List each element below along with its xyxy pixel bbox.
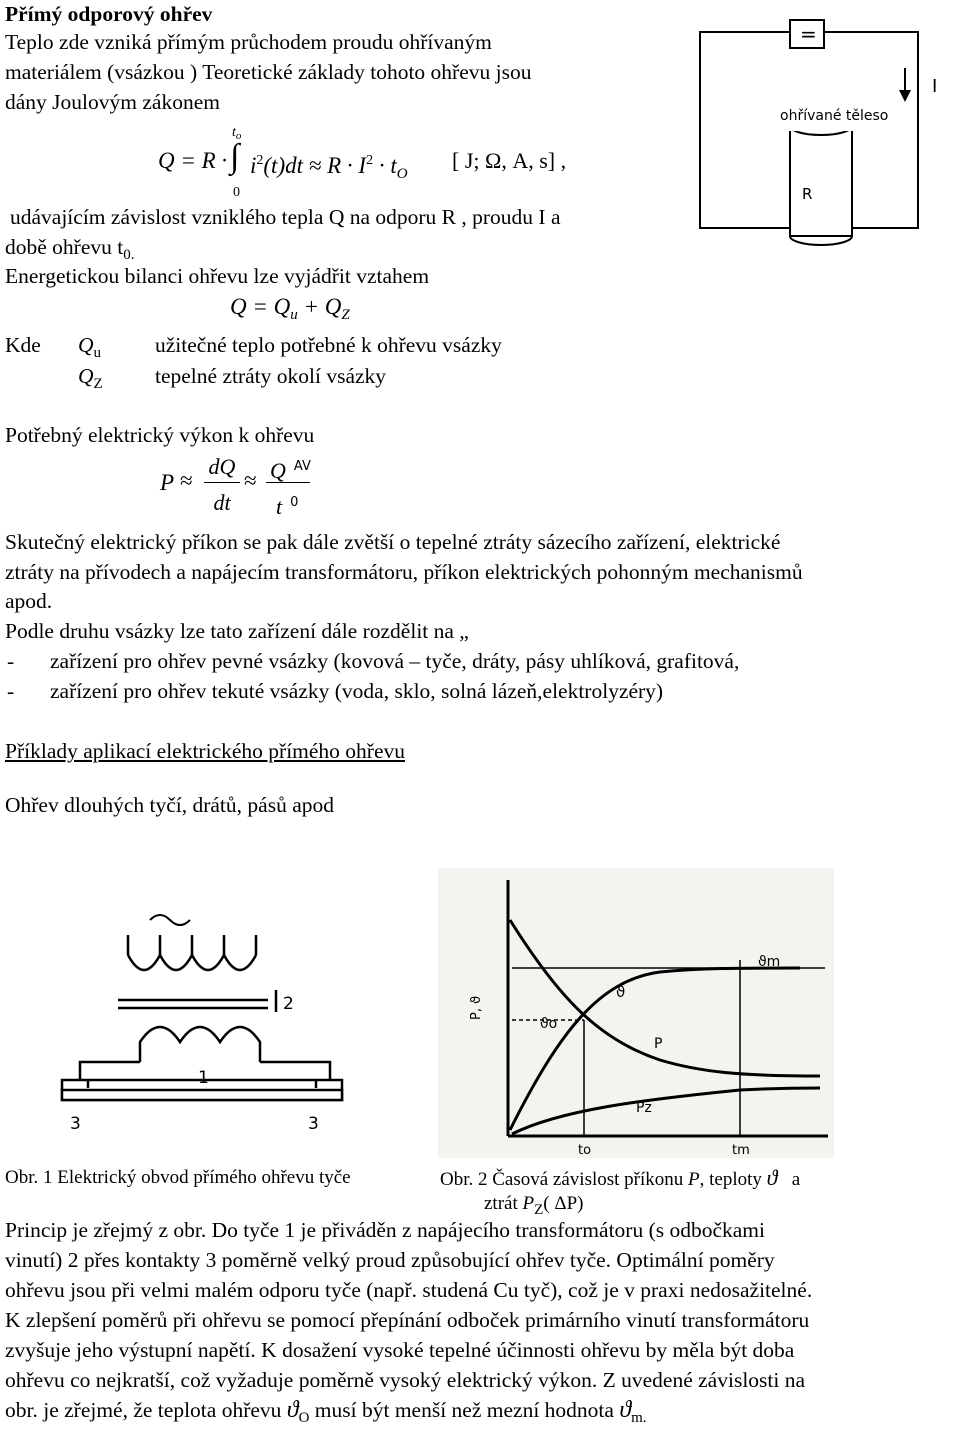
fraction-denominator: dt	[213, 490, 231, 515]
explain-line: udávajícím závislost vzniklého tepla Q na odporu R , proudu I a	[10, 205, 561, 229]
figure2-caption-line2: ztrát $P_Z$( ΔP)	[484, 1193, 584, 1218]
paragraph-line: ohřevu jsou při velmi malém odporu tyče (např. studená Cu tyč), což je v praxi nedosažitelné.	[5, 1278, 813, 1302]
resistor-label: R	[802, 185, 813, 203]
label-1: 1	[198, 1068, 209, 1088]
list-item: zařízení pro ohřev tekuté vsázky (voda, sklo, solná lázeň,elektrolyzéry)	[50, 679, 664, 703]
energy-formula: $Q = Q_u + Q_Z$	[230, 294, 350, 323]
theta0-label: ϑo	[540, 1016, 558, 1032]
label-3: 3	[308, 1114, 319, 1134]
label-3: 3	[70, 1114, 81, 1134]
current-label: I	[932, 76, 938, 97]
integral-lower-limit: 0	[233, 185, 240, 200]
paragraph-line: Podle druhu vsázky lze tato zařízení dále rozdělit na „	[5, 619, 469, 643]
kde-description: tepelné ztráty okolí vsázky	[155, 364, 387, 388]
paragraph-line: vinutí) 2 přes kontakty 3 poměrně velký proud způsobující ohřev tyče. Optimální poměry	[5, 1248, 775, 1272]
formula-lhs: Q = R ·	[158, 148, 228, 173]
paragraph-line: obr. je zřejmé, že teplota ohřevu $ϑ_O$ musí být menší než mezní hodnota $ϑ_{m.}$	[5, 1397, 647, 1426]
tm-label: tm	[732, 1143, 750, 1158]
integral-upper-limit: $t_o$	[232, 125, 242, 142]
source-label: =	[800, 22, 817, 46]
list-dash: -	[7, 679, 15, 703]
paragraph-line: zvyšuje jeho výstupní napětí. K dosažení vysoké tepelné účinnosti ohřevu by měla být doba	[5, 1338, 795, 1362]
paragraph-line: K zlepšení poměrů při ohřevu se pomocí přepínání odboček primárního vinutí transformátoru	[5, 1308, 810, 1332]
kde-description: užitečné teplo potřebné k ohřevu vsázky	[155, 333, 502, 357]
figure2-caption: Obr. 2 Časová závislost příkonu P, teploty ϑ a	[440, 1165, 801, 1190]
power-line: Potřebný elektrický výkon k ohřevu	[5, 423, 315, 447]
kde-symbol: $Q_u$	[78, 333, 102, 361]
integral-sign: ∫	[230, 138, 240, 175]
list-item: zařízení pro ohřev pevné vsázky (kovová – tyče, dráty, pásy uhlíková, grafitová,	[50, 649, 740, 673]
list-dash: -	[7, 649, 15, 673]
heated-body-label: ohřívané těleso	[780, 102, 888, 131]
formula-units: [ J; Ω, A, s] ,	[452, 148, 567, 173]
kde-symbol: $Q_Z$	[78, 364, 103, 392]
paragraph-line: Skutečný elektrický příkon se pak dále zvětší o tepelné ztráty sázecího zařízení, elektrické	[5, 530, 781, 554]
fraction-numerator: dQ	[208, 454, 236, 479]
paragraph-line: ztráty na přívodech a napájecím transformátoru, příkon elektrických pohonným mechanismů	[5, 560, 803, 584]
fraction-denominator: t $^0$	[276, 494, 299, 519]
examples-heading: Příklady aplikací elektrického přímého ohřevu	[5, 739, 406, 763]
t0-label: to	[578, 1143, 592, 1158]
theta-m-label: ϑm	[758, 954, 781, 970]
formula-integrand: $i^2(t)dt \approx R \cdot I^2 \cdot t_O$	[250, 153, 408, 182]
p-curve-label: P	[654, 1036, 663, 1052]
kde-label: Kde	[5, 333, 41, 357]
approx-sign: ≈	[180, 468, 193, 493]
intro-line: materiálem (vsázkou ) Teoretické základy tohoto ohřevu jsou	[5, 60, 532, 84]
intro-line: Teplo zde vzniká přímým průchodem proudu ohřívaným	[5, 30, 492, 54]
intro-line: dány Joulovým zákonem	[5, 90, 220, 114]
examples-subheading: Ohřev dlouhých tyčí, drátů, pásů apod	[5, 793, 334, 817]
fraction-numerator: Q $^{AV}$	[270, 458, 311, 483]
paragraph-line: apod.	[5, 589, 53, 613]
figure1-caption: Obr. 1 Elektrický obvod přímého ohřevu tyče	[5, 1167, 351, 1188]
page-title: Přímý odporový ohřev	[5, 2, 213, 26]
explain-line: době ohřevu $t_{0.}$	[5, 235, 135, 263]
pz-curve-label: Pz	[636, 1100, 652, 1116]
power-symbol: P	[160, 470, 175, 495]
label-2: 2	[283, 994, 294, 1014]
approx-sign: ≈	[244, 468, 257, 493]
theta-label: ϑ	[616, 983, 626, 1001]
energy-line: Energetickou bilanci ohřevu lze vyjádřit vztahem	[5, 264, 430, 288]
paragraph-line: Princip je zřejmý z obr. Do tyče 1 je přiváděn z napájecího transformátoru (s odbočkami	[5, 1218, 766, 1242]
paragraph-line: ohřevu co nejkratší, což vyžaduje poměrně vysoký elektrický výkon. Z uvedené závislosti na	[5, 1368, 806, 1392]
y-axis-label: P, ϑ	[469, 995, 484, 1020]
